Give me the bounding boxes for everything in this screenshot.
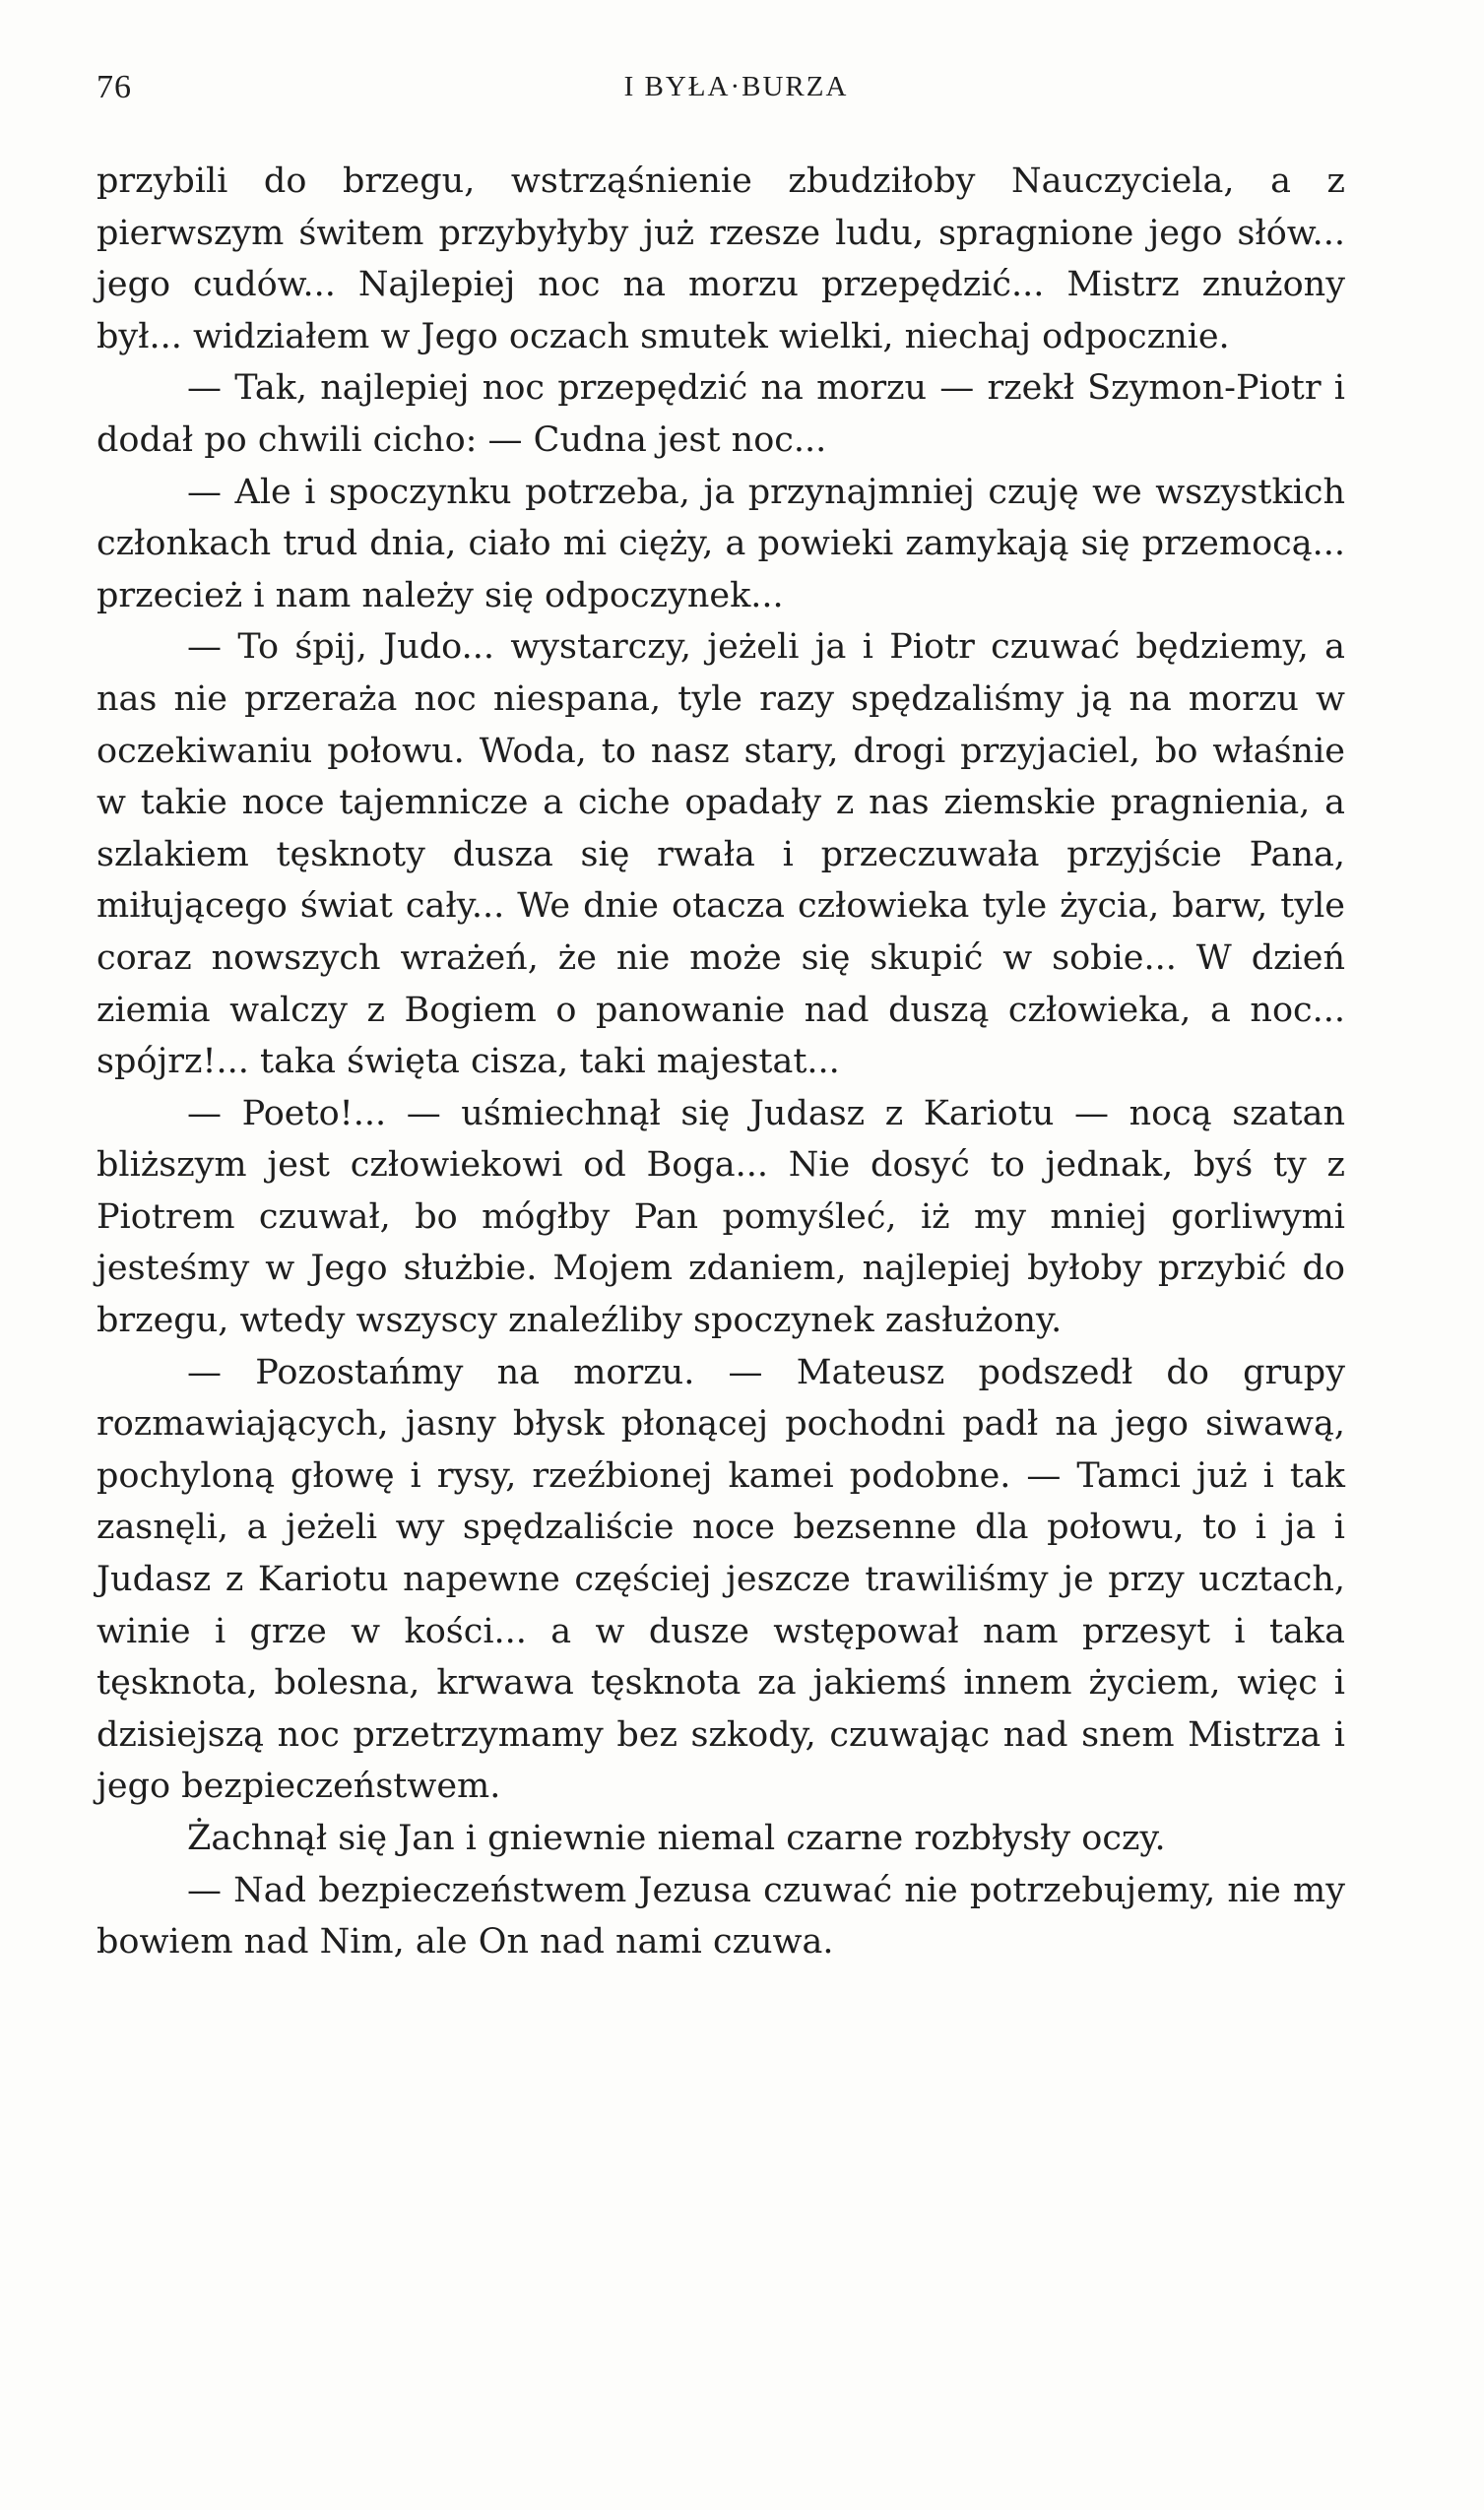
paragraph: Żachnął się Jan i gniewnie niemal czarne rozbłysły oczy.	[187, 1819, 1166, 1858]
paragraph: — Poeto!... — uśmiechnął się Judasz z Kariotu — nocą szatan bliższym jest człowiekowi od Boga... Nie dosyć to jednak, byś ty z Piotrem czuwał, bo mógłby Pan pomyśleć, iż my mniej gorliwymi jesteśmy w Jego służbie. Mojem zdaniem, najlepiej byłoby przybić do brzegu, wtedy wszyscy znaleźliby spoczynek zasłużony.	[97, 1093, 1345, 1341]
page-number: 76	[97, 69, 132, 105]
paragraph: — Tak, najlepiej noc przepędzić na morzu — rzekł Szymon-Piotr i dodał po chwili cicho: — Cudna jest noc...	[97, 368, 1345, 460]
paragraph: — To śpij, Judo... wystarczy, jeżeli ja i Piotr czuwać będziemy, a nas nie przeraża noc niespana, tyle razy spędzaliśmy ją na morzu w oczekiwaniu połowu. Woda, to nasz stary, drogi przyjaciel, bo właśnie w takie noce tajemnicze a ciche opadały z nas ziemskie pragnienia, a szlakiem tęsknoty dusza się rwała i przeczuwała przyjście Pana, miłującego świat cały... We dnie otacza człowieka tyle życia, barw, tyle coraz nowszych wrażeń, że nie może się skupić w sobie... W dzień ziemia walczy z Bogiem o panowanie nad duszą człowieka, a noc... spójrz!... taka święta cisza, taki majestat...	[97, 627, 1345, 1082]
page-header	[97, 69, 1336, 112]
paragraph: — Ale i spoczynku potrzeba, ja przynajmniej czuję we wszystkich członkach trud dnia, ciało mi cięży, a powieki zamykają się przemocą... przecież i nam należy się odpoczynek...	[97, 472, 1345, 615]
text-body	[97, 156, 1345, 1968]
paragraph: — Pozostańmy na morzu. — Mateusz podszedł do grupy rozmawiających, jasny błysk płonącej pochodni padł na jego siwawą, pochyloną głowę i rysy, rzeźbionej kamei podobne. — Tamci już i tak zasnęli, a jeżeli wy spędzaliście noce bezsenne dla połowu, to i ja i Judasz z Kariotu napewne częściej jeszcze trawiliśmy je przy ucztach, winie i grze w kości... a w dusze wstępował nam przesyt i taka tęsknota, bolesna, krwawa tęsknota za jakiemś innem życiem, więc i dzisiejszą noc przetrzymamy bez szkody, czuwając nad snem Mistrza i jego bezpieczeństwem.	[97, 1352, 1345, 1807]
running-title: I BYŁA·BURZA	[623, 71, 849, 102]
paragraph: przybili do brzegu, wstrząśnienie zbudziłoby Nauczyciela, a z pierwszym świtem przybyłyby już rzesze ludu, spragnione jego słów... jego cudów... Najlepiej noc na morzu przepędzić... Mistrz znużony był... widziałem w Jego oczach smutek wielki, niechaj odpocznie.	[97, 161, 1345, 356]
paragraph: — Nad bezpieczeństwem Jezusa czuwać nie potrzebujemy, nie my bowiem nad Nim, ale On nad nami czuwa.	[97, 1870, 1345, 1963]
